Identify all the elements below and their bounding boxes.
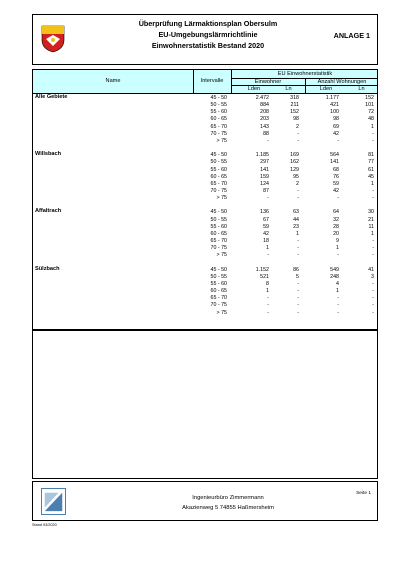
report-title: Überprüfung Lärmaktionsplan Obersulm	[138, 19, 278, 28]
interval-cell: 65 - 70	[210, 123, 227, 130]
value-cell: 42	[333, 130, 339, 137]
interval-cell: 65 - 70	[210, 238, 227, 244]
value-cell: 23	[293, 223, 299, 230]
value-cell: 76	[333, 173, 339, 180]
value-cell: 1.152	[255, 266, 269, 273]
interval-cell: > 75	[216, 309, 227, 316]
value-cell: 61	[368, 166, 374, 173]
stand-note: Stand 03/2020	[32, 523, 57, 527]
value-cell: 18	[263, 238, 269, 244]
value-cell: 129	[290, 166, 299, 173]
value-cell: 203	[260, 116, 269, 123]
value-cell: 143	[260, 123, 269, 130]
value-cell: -	[337, 309, 339, 316]
value-cell: -	[297, 130, 299, 137]
value-cell: 95	[293, 173, 299, 180]
value-cell: -	[297, 295, 299, 302]
value-cell: 45	[368, 173, 374, 180]
value-cell: 159	[260, 173, 269, 180]
value-cell: -	[372, 295, 374, 302]
value-cell: 248	[330, 273, 339, 280]
value-cell: 318	[290, 95, 299, 101]
value-cell: 48	[368, 116, 374, 123]
value-cell: 521	[260, 273, 269, 280]
report-header	[32, 14, 378, 65]
value-cell: 211	[290, 102, 299, 109]
value-cell: 101	[365, 102, 374, 109]
column-header-name: Name	[105, 78, 121, 84]
value-cell: -	[337, 252, 339, 259]
column-header-lden-wohnungen: Lden	[319, 86, 333, 92]
section-name: Affaltrach	[35, 208, 62, 215]
value-cell: 549	[330, 266, 339, 273]
value-cell: 42	[333, 187, 339, 194]
value-cell: -	[372, 187, 374, 194]
value-cell: 564	[330, 152, 339, 159]
value-cell: -	[297, 302, 299, 309]
interval-cell: 45 - 50	[210, 152, 227, 159]
interval-cell: 70 - 75	[210, 187, 227, 194]
value-cell: 88	[263, 130, 269, 137]
value-cell: -	[297, 288, 299, 295]
value-cell: 2	[296, 180, 299, 187]
value-cell: -	[372, 195, 374, 202]
value-cell: 1	[266, 245, 269, 252]
value-cell: -	[297, 280, 299, 287]
column-header-lden-einwohner: Lden	[247, 86, 261, 92]
value-cell: 2	[296, 123, 299, 130]
value-cell: 72	[368, 109, 374, 116]
report-footer	[32, 481, 378, 521]
company-logo-icon	[41, 488, 66, 515]
section-name: Sülzbach	[35, 265, 60, 272]
interval-cell: 45 - 50	[210, 266, 227, 273]
value-cell: 1	[336, 288, 339, 295]
value-cell: 9	[336, 238, 339, 244]
value-cell: 2.472	[255, 95, 269, 101]
value-cell: 77	[368, 159, 374, 166]
report-subtitle: EU-Umgebungslärmrichtlinie	[158, 30, 258, 39]
value-cell: 11	[368, 223, 374, 230]
company-address: Akazienweg 5 74855 Haßmersheim	[182, 505, 274, 511]
value-cell: 297	[260, 159, 269, 166]
value-cell: -	[337, 295, 339, 302]
interval-cell: 60 - 65	[210, 288, 227, 295]
interval-cell: 70 - 75	[210, 302, 227, 309]
value-cell: 1	[266, 288, 269, 295]
company-name: Ingenieurbüro Zimmermann	[192, 495, 264, 501]
interval-cell: 50 - 55	[210, 216, 227, 223]
value-cell: 152	[290, 109, 299, 116]
value-cell: 98	[293, 116, 299, 123]
value-cell: 162	[290, 159, 299, 166]
value-cell: -	[267, 195, 269, 202]
value-cell: -	[267, 252, 269, 259]
value-cell: 30	[368, 209, 374, 216]
value-cell: -	[297, 252, 299, 259]
value-cell: -	[297, 245, 299, 252]
value-cell: -	[297, 309, 299, 316]
interval-cell: > 75	[216, 137, 227, 144]
value-cell: -	[372, 130, 374, 137]
value-cell: -	[337, 302, 339, 309]
column-header-ln-wohnungen: Ln	[358, 86, 365, 92]
blank-area	[32, 330, 378, 479]
value-cell: 5	[296, 273, 299, 280]
value-cell: 64	[333, 209, 339, 216]
column-header-intervalle: Intervalle	[200, 78, 224, 84]
value-cell: 421	[330, 102, 339, 109]
value-cell: 28	[333, 223, 339, 230]
value-cell: 21	[368, 216, 374, 223]
value-cell: -	[267, 295, 269, 302]
value-cell: -	[372, 280, 374, 287]
value-cell: -	[372, 309, 374, 316]
value-cell: 208	[260, 109, 269, 116]
interval-cell: 65 - 70	[210, 180, 227, 187]
value-cell: 1.177	[325, 95, 339, 101]
value-cell: -	[297, 137, 299, 144]
page-number: Seite 1	[356, 491, 371, 496]
value-cell: -	[372, 137, 374, 144]
value-cell: 68	[333, 166, 339, 173]
statistics-table	[32, 69, 378, 330]
interval-cell: 60 - 65	[210, 230, 227, 237]
interval-cell: 50 - 55	[210, 102, 227, 109]
column-header-ln-einwohner: Ln	[285, 86, 292, 92]
interval-cell: 55 - 60	[210, 166, 227, 173]
interval-cell: 70 - 75	[210, 245, 227, 252]
interval-cell: 60 - 65	[210, 173, 227, 180]
value-cell: 1	[371, 180, 374, 187]
value-cell: 136	[260, 209, 269, 216]
interval-cell: 55 - 60	[210, 223, 227, 230]
value-cell: 44	[293, 216, 299, 223]
table-header	[33, 70, 377, 94]
value-cell: 86	[293, 266, 299, 273]
value-cell: 67	[263, 216, 269, 223]
value-cell: 59	[333, 180, 339, 187]
value-cell: 1	[296, 230, 299, 237]
value-cell: -	[372, 238, 374, 244]
value-cell: 98	[333, 116, 339, 123]
interval-cell: 45 - 50	[210, 209, 227, 216]
value-cell: 59	[263, 223, 269, 230]
interval-cell: 55 - 60	[210, 109, 227, 116]
value-cell: 69	[333, 123, 339, 130]
value-cell: 1	[336, 245, 339, 252]
value-cell: -	[297, 238, 299, 244]
value-cell: 1	[371, 123, 374, 130]
value-cell: -	[297, 187, 299, 194]
value-cell: 124	[260, 180, 269, 187]
value-cell: -	[267, 137, 269, 144]
interval-cell: 65 - 70	[210, 295, 227, 302]
value-cell: 4	[336, 280, 339, 287]
value-cell: -	[337, 195, 339, 202]
value-cell: 884	[260, 102, 269, 109]
interval-cell: > 75	[216, 252, 227, 259]
value-cell: -	[337, 137, 339, 144]
value-cell: 141	[260, 166, 269, 173]
value-cell: 32	[333, 216, 339, 223]
interval-cell: 45 - 50	[210, 95, 227, 101]
value-cell: 141	[330, 159, 339, 166]
interval-cell: 55 - 60	[210, 280, 227, 287]
municipal-crest-icon	[41, 25, 65, 53]
value-cell: 8	[266, 280, 269, 287]
attachment-label: ANLAGE 1	[333, 31, 370, 40]
value-cell: 1	[371, 230, 374, 237]
interval-cell: > 75	[216, 195, 227, 202]
value-cell: -	[372, 302, 374, 309]
report-subtitle-2: Einwohnerstatistik Bestand 2020	[151, 41, 265, 50]
column-group-header: EU Einwohnerstatistik	[277, 71, 333, 77]
value-cell: -	[372, 252, 374, 259]
interval-cell: 70 - 75	[210, 130, 227, 137]
value-cell: -	[267, 309, 269, 316]
value-cell: 20	[333, 230, 339, 237]
value-cell: 41	[368, 266, 374, 273]
column-header-wohnungen: Anzahl Wohnungen	[317, 79, 367, 85]
section-name: Alle Gebiete	[35, 94, 68, 100]
value-cell: 42	[263, 230, 269, 237]
interval-cell: 50 - 55	[210, 159, 227, 166]
value-cell: 152	[365, 95, 374, 101]
value-cell: -	[267, 302, 269, 309]
value-cell: 63	[293, 209, 299, 216]
value-cell: 100	[330, 109, 339, 116]
value-cell: 81	[368, 152, 374, 159]
interval-cell: 50 - 55	[210, 273, 227, 280]
value-cell: 169	[290, 152, 299, 159]
value-cell: 3	[371, 273, 374, 280]
value-cell: -	[372, 245, 374, 252]
value-cell: 87	[263, 187, 269, 194]
value-cell: 1.185	[255, 152, 269, 159]
column-header-einwohner: Einwohner	[254, 79, 282, 85]
value-cell: -	[297, 195, 299, 202]
section-name: Willsbach	[35, 151, 62, 158]
value-cell: -	[372, 288, 374, 295]
interval-cell: 60 - 65	[210, 116, 227, 123]
